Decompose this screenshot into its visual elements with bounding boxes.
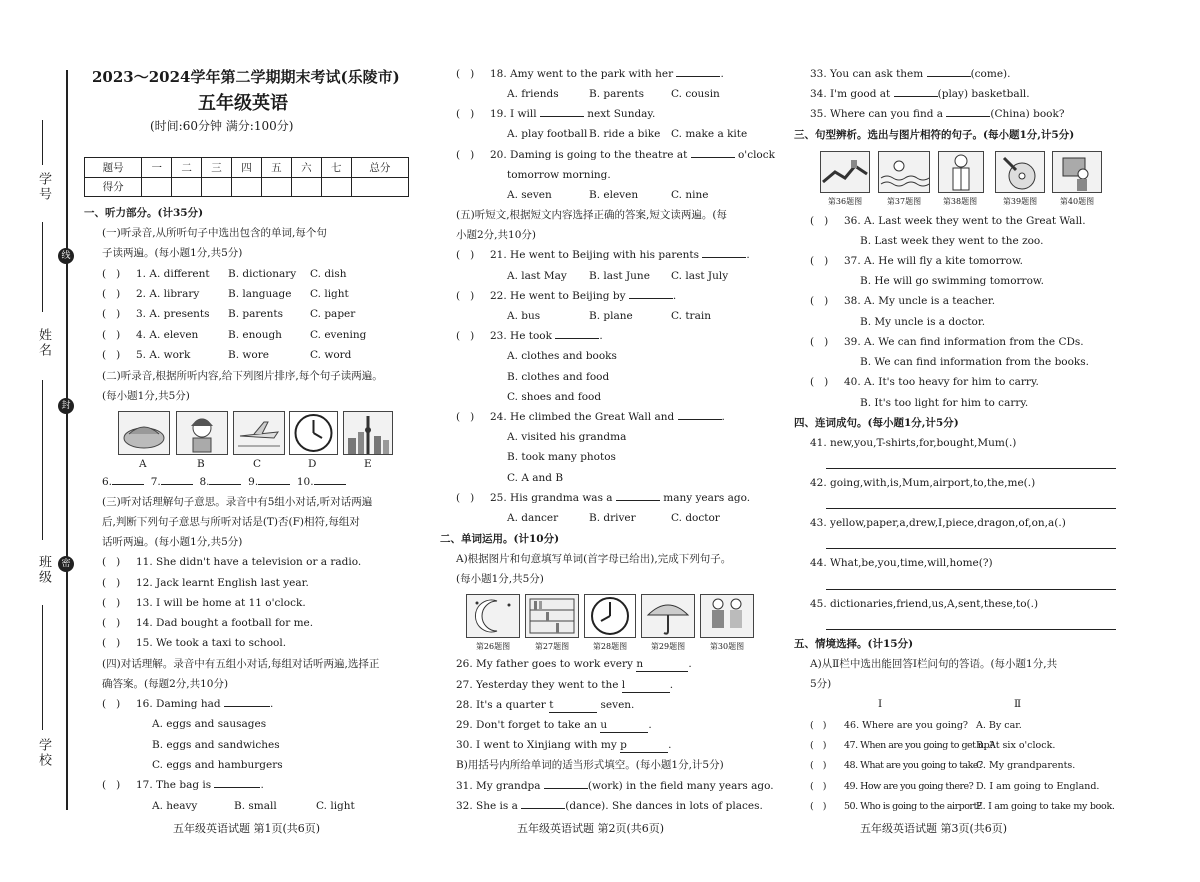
picture-label: 第28题图 xyxy=(592,642,628,651)
question-row: ( ) 20. Daming is going to the theatre at o'clock xyxy=(456,149,775,161)
score-cell: 五 xyxy=(261,158,291,178)
name-label: 姓名 xyxy=(36,328,51,358)
score-table-score-row xyxy=(85,177,409,197)
question-row: ( ) 25. His grandma was a many years ago. xyxy=(456,492,751,504)
answer-blank[interactable] xyxy=(258,484,290,485)
question-row: 27. Yesterday they went to the l . xyxy=(456,679,674,691)
option-row: A. last May B. last June C. last July xyxy=(507,270,729,282)
instruction: (四)对话理解。录音中有五组小对话,每组对话听两遍,选择正 xyxy=(102,658,380,670)
picture-label: 第27题图 xyxy=(534,642,570,651)
answer-blank[interactable] xyxy=(112,484,144,485)
option: A. eggs and sausages xyxy=(152,718,267,730)
question-row: ( ) 40. A. It's too heavy for him to carry. xyxy=(810,376,1039,388)
score-input-cell[interactable] xyxy=(172,177,202,197)
option-row: A. friends B. parents C. cousin xyxy=(507,88,720,100)
page-footer: 五年级英语试题 第1页(共6页) xyxy=(173,822,321,835)
answer-blank[interactable] xyxy=(544,788,588,789)
picture-label: B xyxy=(197,458,205,470)
question-row: ( ) 36. A. Last week they went to the Great Wall. xyxy=(810,215,1086,227)
answer-blank[interactable]: p xyxy=(620,739,668,753)
picture-38-doctor xyxy=(938,151,984,193)
answer-blank[interactable]: t xyxy=(549,699,597,713)
girl-picture-icon xyxy=(177,412,227,454)
score-input-cell[interactable] xyxy=(351,177,408,197)
option: C. A and B xyxy=(507,472,564,484)
question-row: ( ) 3. A. presents B. parents C. paper xyxy=(102,308,356,320)
instruction: (每小题1分,共5分) xyxy=(456,573,544,585)
question-row: 45. dictionaries,friend,us,A,sent,these,to(.) xyxy=(810,598,1039,610)
instruction: 5分) xyxy=(810,678,832,690)
option: C. eggs and hamburgers xyxy=(152,759,283,771)
question-row: ( ) 13. I will be home at 11 o'clock. xyxy=(102,597,306,609)
instruction: 子读两遍。(每小题1分,共5分) xyxy=(102,247,243,259)
seal-line-mark: 线 xyxy=(58,248,74,264)
option: B. We can find information from the books. xyxy=(860,356,1090,368)
answer-blank[interactable] xyxy=(946,116,990,117)
question-row: ( ) 19. I will next Sunday. xyxy=(456,108,656,120)
answer-blank[interactable] xyxy=(555,338,599,339)
question-row: 43. yellow,paper,a,drew,I,piece,dragon,of,on,a(.) xyxy=(810,517,1066,529)
instruction: A)从Ⅱ栏中选出能回答Ⅰ栏问句的答语。(每小题1分,共 xyxy=(810,658,1058,670)
answer-blank[interactable] xyxy=(678,419,722,420)
question-row: 31. My grandpa (work) in the field many years ago. xyxy=(456,780,774,792)
question-row: ( ) 11. She didn't have a television or a radio. xyxy=(102,556,362,568)
clock-picture-icon xyxy=(290,412,337,454)
instruction: B)用括号内所给单词的适当形式填空。(每小题1分,计5分) xyxy=(456,759,724,771)
picture-label: 第40题图 xyxy=(1059,197,1095,206)
question-row: 33. You can ask them (come). xyxy=(810,68,1011,80)
score-cell: 二 xyxy=(172,158,202,178)
answer-line[interactable] xyxy=(826,468,1116,469)
question-row: 41. new,you,T-shirts,for,bought,Mum(.) xyxy=(810,437,1017,449)
score-input-cell[interactable] xyxy=(232,177,262,197)
exam-time-info: (时间:60分钟 满分:100分) xyxy=(150,119,294,133)
answer-blank[interactable] xyxy=(927,76,971,77)
option: B. My uncle is a doctor. xyxy=(860,316,986,328)
instruction: (每小题1分,共5分) xyxy=(102,390,190,402)
instruction: A)根据图片和句意填写单词(首字母已给出),完成下列句子。 xyxy=(456,553,732,565)
section-title: 五、情境选择。(计15分) xyxy=(794,638,914,650)
section-title: 一、听力部分。(计35分) xyxy=(84,207,204,219)
question-row: ( ) 16. Daming had . xyxy=(102,698,274,710)
picture-e-city xyxy=(343,411,393,455)
answer-blanks-6-10: 6. 7. 8. 9. 10. xyxy=(102,476,346,489)
parents-picture-icon xyxy=(701,595,753,637)
question-row: 35. Where can you find a (China) book? xyxy=(810,108,1065,120)
score-cell: 得分 xyxy=(85,177,142,197)
answer-blank[interactable] xyxy=(629,298,673,299)
option: A. clothes and books xyxy=(507,350,617,362)
page-footer: 五年级英语试题 第3页(共6页) xyxy=(860,822,1008,835)
picture-label: 第36题图 xyxy=(827,197,863,206)
question-row: ( ) 1. A. different B. dictionary C. dish xyxy=(102,268,347,280)
answer-blank[interactable] xyxy=(314,484,346,485)
blank-line xyxy=(42,605,43,730)
score-cell: 七 xyxy=(321,158,351,178)
picture-label: 第37题图 xyxy=(886,197,922,206)
answer-blank[interactable] xyxy=(894,96,938,97)
instruction: (三)听对话理解句子意思。录音中有5组小对话,听对话两遍 xyxy=(102,496,373,508)
answer-line[interactable] xyxy=(826,508,1116,509)
cd-picture-icon xyxy=(996,152,1044,192)
picture-label: E xyxy=(364,458,372,470)
score-input-cell[interactable] xyxy=(321,177,351,197)
question-row: ( ) 15. We took a taxi to school. xyxy=(102,637,287,649)
score-table-header-row xyxy=(85,158,409,178)
great-wall-picture-icon xyxy=(821,152,869,192)
option-row: A. dancer B. driver C. doctor xyxy=(507,512,720,524)
question-row: ( ) 39. A. We can find information from the CDs. xyxy=(810,336,1084,348)
option-row: A. bus B. plane C. train xyxy=(507,310,711,322)
section-title: 二、单词运用。(计10分) xyxy=(440,533,560,545)
picture-36-great-wall xyxy=(820,151,870,193)
answer-blank[interactable] xyxy=(540,116,584,117)
library-picture-icon xyxy=(526,595,578,637)
score-cell: 一 xyxy=(142,158,172,178)
picture-label: C xyxy=(253,458,262,470)
picture-label: 第26题图 xyxy=(475,642,511,651)
question-row: ( ) 14. Dad bought a football for me. xyxy=(102,617,314,629)
question-row: 28. It's a quarter t seven. xyxy=(456,699,635,711)
score-cell: 题号 xyxy=(85,158,142,178)
seal-secret-mark: 密 xyxy=(58,556,74,572)
question-row: 26. My father goes to work every n . xyxy=(456,658,692,670)
question-row: 32. She is a (dance). She dances in lots of places. xyxy=(456,800,763,812)
option: B. It's too light for him to carry. xyxy=(860,397,1029,409)
option: A. visited his grandma xyxy=(507,431,627,443)
instruction: 话听两遍。(每小题1分,共5分) xyxy=(102,536,243,548)
matching-row: ( ) 49. How are you going there? D. I am going to England. xyxy=(810,781,1100,792)
question-row: ( ) 22. He went to Beijing by . xyxy=(456,290,677,302)
doctor-picture-icon xyxy=(939,152,983,192)
blank-line xyxy=(42,222,43,312)
score-input-cell[interactable] xyxy=(261,177,291,197)
exam-subject: 五年级英语 xyxy=(198,93,288,114)
score-table xyxy=(84,157,409,197)
moon-picture-icon xyxy=(467,595,519,637)
picture-d-clock xyxy=(289,411,338,455)
instruction: (五)听短文,根据短文内容选择正确的答案,短文读两遍。(每 xyxy=(456,209,727,221)
class-label: 班级 xyxy=(36,555,51,585)
question-row: ( ) 38. A. My uncle is a teacher. xyxy=(810,295,996,307)
column-header: Ⅰ xyxy=(878,698,883,710)
question-row: 34. I'm good at (play) basketball. xyxy=(810,88,1030,100)
city-skyline-icon xyxy=(344,412,392,454)
column-header: Ⅱ xyxy=(1014,698,1022,710)
carry-box-picture-icon xyxy=(1053,152,1101,192)
question-row: ( ) 21. He went to Beijing with his parents . xyxy=(456,249,750,261)
option: B. clothes and food xyxy=(507,371,610,383)
school-label: 学校 xyxy=(36,738,51,768)
option: B. He will go swimming tomorrow. xyxy=(860,275,1044,287)
question-row: 29. Don't forget to take an u . xyxy=(456,719,652,731)
picture-c-plane xyxy=(233,411,285,455)
instruction: 确答案。(每题2分,共10分) xyxy=(102,678,229,690)
matching-row: ( ) 47. When are you going to get up?B. At six o'clock. xyxy=(810,740,1056,751)
page-footer: 五年级英语试题 第2页(共6页) xyxy=(517,822,665,835)
section-title: 三、句型辨析。选出与图片相符的句子。(每小题1分,计5分) xyxy=(794,129,1075,141)
answer-line[interactable] xyxy=(826,548,1116,549)
matching-row: ( ) 46. Where are you going? A. By car. xyxy=(810,720,1022,731)
score-cell: 四 xyxy=(232,158,262,178)
answer-blank[interactable] xyxy=(702,257,746,258)
answer-blank[interactable] xyxy=(691,157,735,158)
picture-26-night xyxy=(466,594,520,638)
score-cell: 总分 xyxy=(351,158,408,178)
answer-blank[interactable] xyxy=(521,808,565,809)
picture-27-library xyxy=(525,594,579,638)
question-row: ( ) 37. A. He will fly a kite tomorrow. xyxy=(810,255,1024,267)
instruction: 后,判断下列句子意思与所听对话是(T)否(F)相符,每组对 xyxy=(102,516,360,528)
question-row: ( ) 23. He took . xyxy=(456,330,603,342)
question-row: ( ) 4. A. eleven B. enough C. evening xyxy=(102,329,367,341)
question-continuation: tomorrow morning. xyxy=(507,169,611,181)
picture-label: 第30题图 xyxy=(709,642,745,651)
blank-line xyxy=(42,380,43,540)
instruction: 小题2分,共10分) xyxy=(456,229,536,241)
score-input-cell[interactable] xyxy=(142,177,172,197)
score-input-cell[interactable] xyxy=(202,177,232,197)
picture-a-food xyxy=(118,411,170,455)
picture-39-cd xyxy=(995,151,1045,193)
seal-seal-mark: 封 xyxy=(58,398,74,414)
answer-blank[interactable] xyxy=(161,484,193,485)
answer-line[interactable] xyxy=(826,629,1116,630)
answer-blank[interactable] xyxy=(214,787,260,788)
score-input-cell[interactable] xyxy=(291,177,321,197)
picture-40-carry-box xyxy=(1052,151,1102,193)
picture-b-girl xyxy=(176,411,228,455)
answer-line[interactable] xyxy=(826,589,1116,590)
student-id-label: 学号 xyxy=(36,172,51,202)
section-title: 四、连词成句。(每小题1分,计5分) xyxy=(794,417,959,429)
answer-blank[interactable] xyxy=(616,500,660,501)
food-picture-icon xyxy=(119,412,169,454)
binding-margin xyxy=(0,0,80,882)
picture-37-swimming xyxy=(878,151,930,193)
option: B. Last week they went to the zoo. xyxy=(860,235,1044,247)
matching-row: ( ) 50. Who is going to the airport?E. I am going to take my book. xyxy=(810,801,1115,812)
score-cell: 三 xyxy=(202,158,232,178)
exam-title: 2023～2024学年第二学期期末考试(乐陵市) xyxy=(92,68,400,86)
blank-line xyxy=(42,120,43,165)
umbrella-picture-icon xyxy=(642,595,694,637)
question-row: ( ) 17. The bag is . xyxy=(102,779,264,791)
picture-30-parents xyxy=(700,594,754,638)
question-row: 30. I went to Xinjiang with my p . xyxy=(456,739,672,751)
option: B. took many photos xyxy=(507,451,616,463)
question-row: ( ) 12. Jack learnt English last year. xyxy=(102,577,309,589)
instruction: (一)听录音,从所听句子中选出包含的单词,每个句 xyxy=(102,227,327,239)
binding-line xyxy=(66,70,68,810)
picture-29-umbrella xyxy=(641,594,695,638)
picture-label: 第29题图 xyxy=(650,642,686,651)
instruction: (二)听录音,根据所听内容,给下列图片排序,每个句子读两遍。 xyxy=(102,370,383,382)
option-row: A. seven B. eleven C. nine xyxy=(507,189,709,201)
picture-label: 第39题图 xyxy=(1002,197,1038,206)
matching-row: ( ) 48. What are you going to take?C. My grandparents. xyxy=(810,760,1076,771)
question-row: ( ) 5. A. work B. wore C. word xyxy=(102,349,352,361)
swimming-picture-icon xyxy=(879,152,929,192)
answer-blank[interactable]: l xyxy=(622,679,670,693)
option-row: A. heavy B. small C. light xyxy=(152,800,355,812)
option-row: A. play football B. ride a bike C. make a kite xyxy=(507,128,748,140)
clock-picture-icon xyxy=(585,595,635,637)
picture-label: A xyxy=(139,458,147,470)
airplane-picture-icon xyxy=(234,412,284,454)
question-row: 44. What,be,you,time,will,home(?) xyxy=(810,557,993,569)
answer-blank[interactable] xyxy=(676,76,720,77)
question-row: 42. going,with,is,Mum,airport,to,the,me(.) xyxy=(810,477,1036,489)
question-row: ( ) 2. A. library B. language C. light xyxy=(102,288,349,300)
question-row: ( ) 24. He climbed the Great Wall and . xyxy=(456,411,725,423)
picture-label: D xyxy=(308,458,317,470)
picture-28-clock xyxy=(584,594,636,638)
picture-label: 第38题图 xyxy=(942,197,978,206)
answer-blank[interactable]: u xyxy=(600,719,648,733)
question-row: ( ) 18. Amy went to the park with her . xyxy=(456,68,724,80)
answer-blank[interactable]: n xyxy=(636,658,688,672)
option: B. eggs and sandwiches xyxy=(152,739,280,751)
option: C. shoes and food xyxy=(507,391,602,403)
answer-blank[interactable] xyxy=(224,706,270,707)
score-cell: 六 xyxy=(291,158,321,178)
answer-blank[interactable] xyxy=(209,484,241,485)
